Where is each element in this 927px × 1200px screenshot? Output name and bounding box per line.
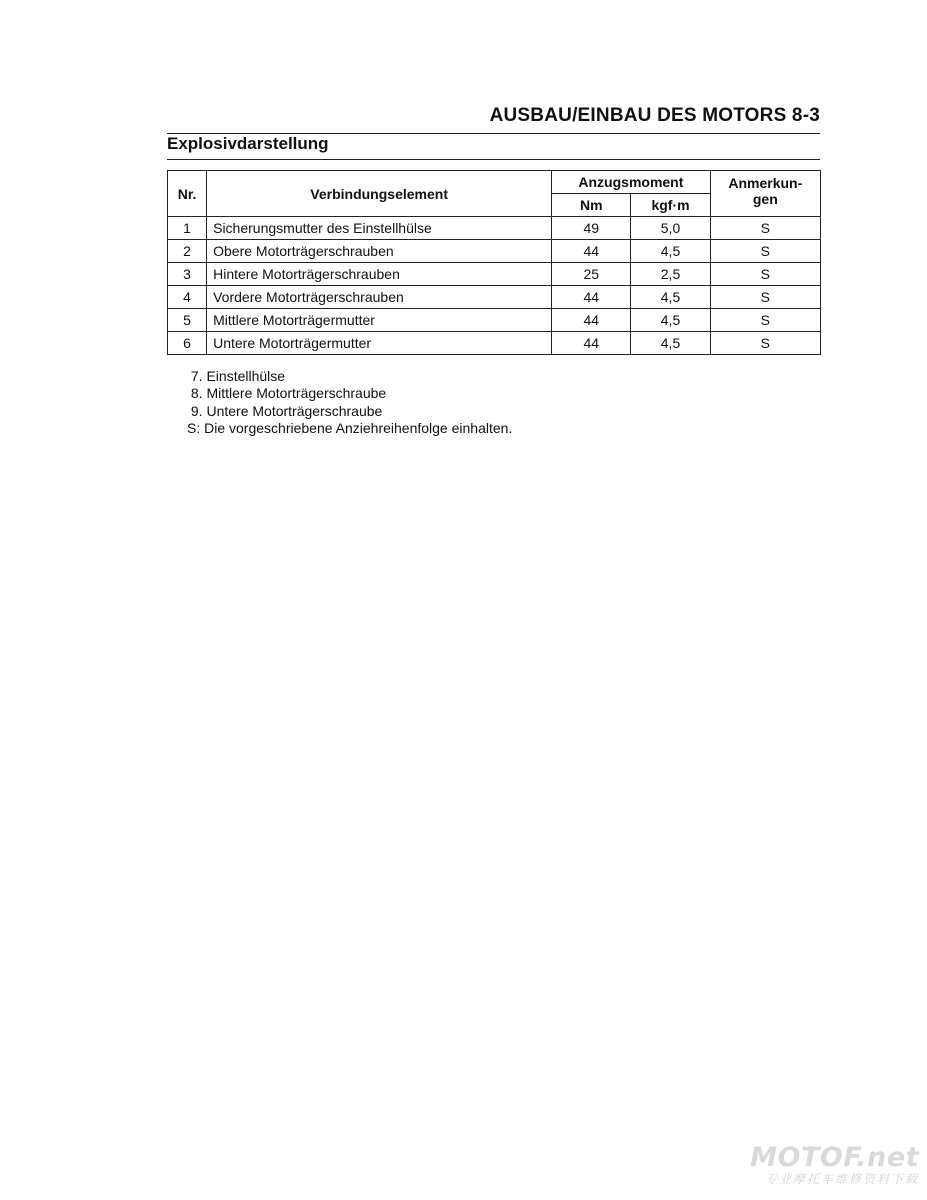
- cell-nr: 1: [168, 217, 207, 240]
- cell-nr: 6: [168, 332, 207, 355]
- cell-remark: S: [710, 309, 820, 332]
- cell-element: Untere Motorträgermutter: [207, 332, 552, 355]
- table-row: [168, 263, 821, 286]
- table-row: [168, 217, 821, 240]
- table-row: [168, 240, 821, 263]
- cell-nm: 44: [552, 286, 631, 309]
- section-title: Explosivdarstellung: [167, 134, 329, 153]
- legend-notes: [187, 368, 512, 438]
- watermark: [750, 1144, 919, 1186]
- cell-kgfm: 4,5: [631, 332, 710, 355]
- table-row: [168, 286, 821, 309]
- cell-nm: 25: [552, 263, 631, 286]
- cell-nm: 49: [552, 217, 631, 240]
- cell-nr: 4: [168, 286, 207, 309]
- page-header: [167, 103, 820, 134]
- cell-remark: S: [710, 240, 820, 263]
- table-body: [168, 217, 821, 355]
- cell-kgfm: 5,0: [631, 217, 710, 240]
- header-nr: Nr.: [168, 171, 207, 217]
- watermark-tagline: 专业摩托车维修资料下载: [764, 1172, 919, 1186]
- cell-element: Sicherungsmutter des Einstellhülse: [207, 217, 552, 240]
- cell-kgfm: 4,5: [631, 286, 710, 309]
- cell-nm: 44: [552, 332, 631, 355]
- cell-remark: S: [710, 332, 820, 355]
- cell-element: Vordere Motorträgerschrauben: [207, 286, 552, 309]
- cell-remark: S: [710, 286, 820, 309]
- cell-remark: S: [710, 217, 820, 240]
- table-header-row: [168, 171, 821, 194]
- cell-nr: 5: [168, 309, 207, 332]
- section-heading: [167, 133, 820, 160]
- page-title: AUSBAU/EINBAU DES MOTORS 8-3: [489, 105, 820, 126]
- cell-nm: 44: [552, 240, 631, 263]
- note-line: S: Die vorgeschriebene Anziehreihenfolge einhalten.: [187, 420, 513, 437]
- cell-element: Hintere Motorträgerschrauben: [207, 263, 552, 286]
- cell-kgfm: 4,5: [631, 309, 710, 332]
- header-nm: Nm: [552, 194, 631, 217]
- watermark-logo: MOTOF.net: [750, 1142, 919, 1173]
- header-kgfm: kgf·m: [631, 194, 710, 217]
- cell-kgfm: 4,5: [631, 240, 710, 263]
- table-row: [168, 332, 821, 355]
- cell-nr: 2: [168, 240, 207, 263]
- torque-table: [167, 170, 821, 355]
- note-line: 7. Einstellhülse: [187, 368, 286, 384]
- cell-remark: S: [710, 263, 820, 286]
- header-remarks-text: Anmerkun-gen: [728, 175, 803, 207]
- note-line: 9. Untere Motorträgerschraube: [187, 402, 383, 419]
- header-element: Verbindungselement: [207, 171, 552, 217]
- cell-element: Mittlere Motorträgermutter: [207, 309, 552, 332]
- table-row: [168, 309, 821, 332]
- cell-nm: 44: [552, 309, 631, 332]
- header-torque: Anzugsmoment: [552, 171, 710, 194]
- cell-nr: 3: [168, 263, 207, 286]
- cell-kgfm: 2,5: [631, 263, 710, 286]
- header-remarks: [710, 171, 820, 217]
- note-line: 8. Mittlere Motorträgerschraube: [187, 385, 387, 402]
- cell-element: Obere Motorträgerschrauben: [207, 240, 552, 263]
